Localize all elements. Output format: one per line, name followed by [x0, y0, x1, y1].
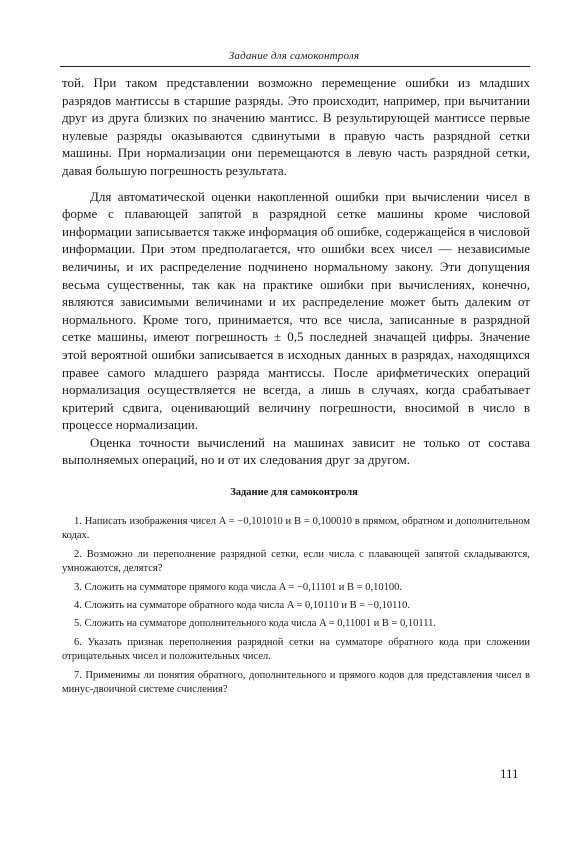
task-item: 2. Возможно ли переполнение разрядной сетки, если числа с плавающей запятой складываются, умножаются, делятся? [62, 548, 530, 575]
page-number: 111 [500, 766, 519, 781]
paragraph-accuracy: Оценка точности вычислений на машинах зависит не только от состава выполняемых операций, но и от их следования друг за другом. [62, 434, 530, 468]
task-item: 3. Сложить на сумматоре прямого кода числа A = −0,11101 и B = 0,10100. [74, 581, 402, 593]
paragraph-continuation: той. При таком представлении возможно перемещение ошибки из младших разрядов мантиссы в старшие разряды. Это происходит, например, при вычитании друг из друга близких по значению мантисс. В результирующей мантиссе первые нулевые разряды оказываются сдвинутыми в правую часть разрядной сетки машины. При нормализации они перемещаются в левую часть разрядной сетки, давая большую погрешность результата. [62, 75, 530, 178]
task-item: 7. Применимы ли понятия обратного, дополнительного и прямого кодов для представления чисел в минус-двоичной системе счисления? [62, 669, 530, 696]
section-title: Задание для самоконтроля [230, 487, 358, 498]
task-item: 5. Сложить на сумматоре дополнительного кода числа A = 0,11001 и B = 0,10111. [74, 618, 437, 630]
task-item: 1. Написать изображения чисел A = −0,101010 и B = 0,100010 в прямом, обратном и дополнительном кодах. [62, 516, 530, 542]
task-list [62, 515, 530, 701]
task-item: 4. Сложить на сумматоре обратного кода числа A = 0,10110 и B = −0,10110. [74, 600, 411, 612]
header-rule [60, 66, 530, 67]
body-text [62, 74, 530, 469]
running-header: Задание для самоконтроля [228, 50, 360, 62]
task-item: 6. Указать признак переполнения разрядной сетки на сумматоре обратного кода при сложении отрицательных чисел и положительных чисел. [62, 636, 530, 663]
paragraph-error-estimation: Для автоматической оценки накопленной ошибки при вычислении чисел в форме с плавающей запятой в разрядной сетке машины кроме числовой информации записывается также информация об ошибке, содержащейся в числовой информации. При этом предполагается, что ошибки всех чисел — независимые величины, и их распределение подчинено нормальному закону. Эти допущения весьма существенны, так как на практике ошибки при вычислениях, конечно, являются зависимыми величинами и их распределение может быть далеким от нормального. Кроме того, принимается, что все числа, записанные в разрядной сетке машины, имеют погрешность ± 0,5 последней значащей цифры. Значение этой вероятной ошибки записывается в исходных данных в разрядах, находящихся правее самого младшего разряда мантиссы. После арифметических операций нормализация осуществляется не всегда, а лишь в случаях, когда срабатывает критерий сдвига, оценивающий величину погрешности, вносимой в число в процессе нормализации. [62, 188, 530, 433]
